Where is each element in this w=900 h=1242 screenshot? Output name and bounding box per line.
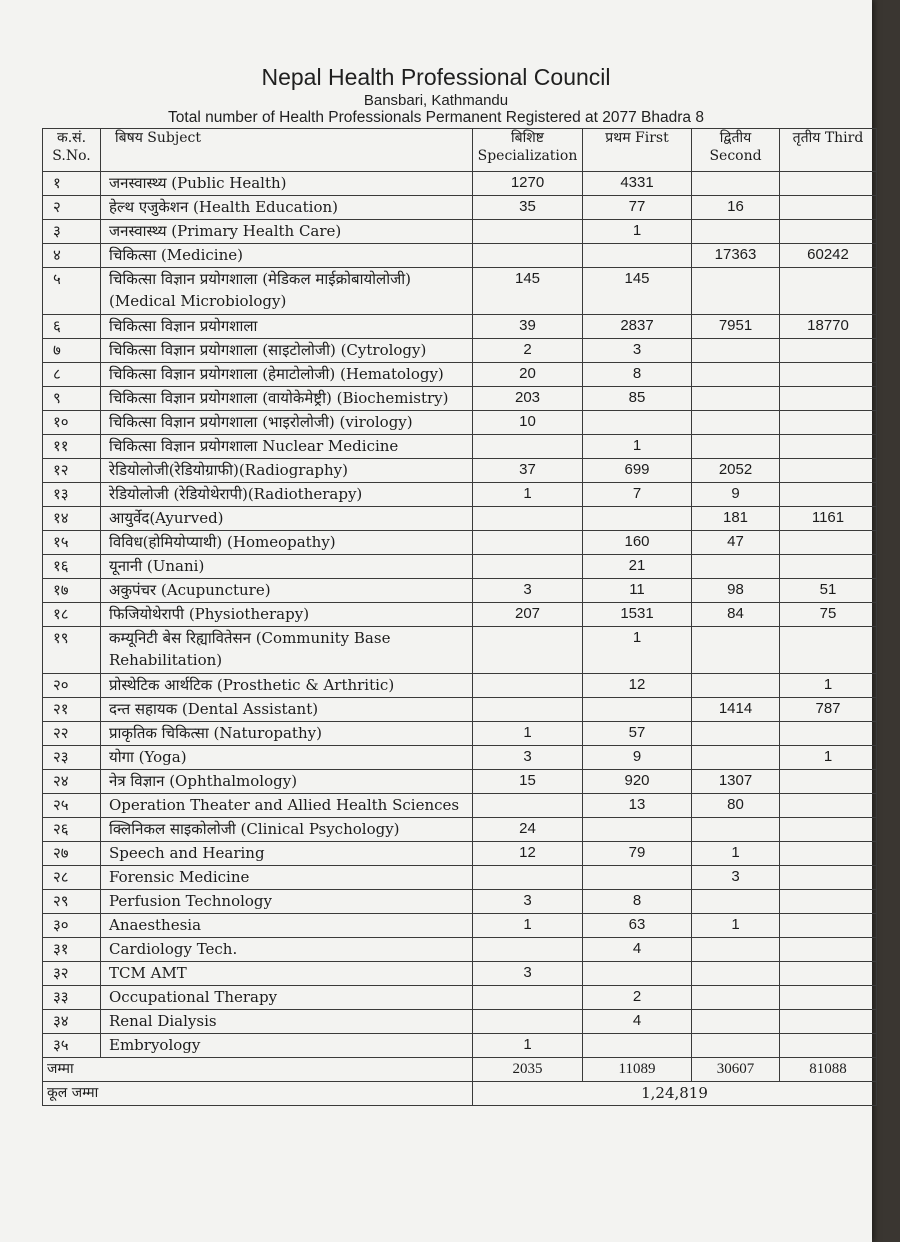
row-third [780,962,877,986]
row-first: 160 [583,531,692,555]
row-specialization [473,938,583,962]
grand-total-value: 1,24,819 [473,1082,877,1106]
row-subject: Cardiology Tech. [101,938,473,962]
table-row [43,722,877,746]
table-row [43,459,877,483]
row-second [692,962,780,986]
table-row [43,363,877,387]
table-row [43,914,877,938]
report-heading: Total number of Health Professionals Permanent Registered at 2077 Bhadra 8 [168,109,704,126]
row-second [692,674,780,698]
row-first: 920 [583,770,692,794]
row-specialization [473,507,583,531]
row-second: 98 [692,579,780,603]
row-sn: १० [43,411,101,435]
row-specialization: 1 [473,483,583,507]
row-second: 9 [692,483,780,507]
row-subject: कम्यूनिटी बेस रिह्यावितेसन (Community Base Rehabilitation) [101,627,473,674]
row-subject: Renal Dialysis [101,1010,473,1034]
total-second: 30607 [692,1058,780,1082]
table-row [43,890,877,914]
row-third: 60242 [780,244,877,268]
row-third: 75 [780,603,877,627]
row-specialization [473,794,583,818]
row-first: 145 [583,268,692,315]
row-specialization: 3 [473,579,583,603]
row-third: 1 [780,746,877,770]
row-third [780,938,877,962]
row-second: 47 [692,531,780,555]
row-second [692,722,780,746]
row-subject: क्लिनिकल साइकोलोजी (Clinical Psychology) [101,818,473,842]
row-subject: दन्त सहायक (Dental Assistant) [101,698,473,722]
row-third [780,794,877,818]
table-body [43,172,877,1058]
table-row [43,507,877,531]
row-third [780,1034,877,1058]
row-sn: २ [43,196,101,220]
table-row [43,531,877,555]
row-sn: २३ [43,746,101,770]
row-subject: हेल्थ एजुकेशन (Health Education) [101,196,473,220]
row-first: 4 [583,1010,692,1034]
row-second [692,268,780,315]
row-first: 1531 [583,603,692,627]
row-second: 84 [692,603,780,627]
row-specialization: 1 [473,914,583,938]
row-specialization [473,698,583,722]
table-row [43,315,877,339]
row-specialization: 203 [473,387,583,411]
table-row [43,962,877,986]
row-third [780,196,877,220]
row-third [780,555,877,579]
row-first: 7 [583,483,692,507]
row-specialization [473,627,583,674]
row-sn: ८ [43,363,101,387]
row-subject: TCM AMT [101,962,473,986]
table-row [43,986,877,1010]
row-subject: चिकित्सा विज्ञान प्रयोगशाला (वायोकेमेष्ट्री) (Biochemistry) [101,387,473,411]
row-first: 79 [583,842,692,866]
row-third [780,842,877,866]
table-row [43,268,877,315]
table-row [43,746,877,770]
row-subject: फिजियोथेरापी (Physiotherapy) [101,603,473,627]
row-first: 57 [583,722,692,746]
row-first: 699 [583,459,692,483]
col-header-second: द्वितीय Second [692,129,780,172]
row-sn: १४ [43,507,101,531]
row-subject: Forensic Medicine [101,866,473,890]
row-first: 12 [583,674,692,698]
row-specialization: 2 [473,339,583,363]
row-sn: १८ [43,603,101,627]
table-header-row [43,129,877,172]
row-sn: १९ [43,627,101,674]
row-subject: Speech and Hearing [101,842,473,866]
row-specialization: 1 [473,722,583,746]
row-specialization: 207 [473,603,583,627]
col-header-third: तृतीय Third [780,129,877,172]
row-third: 1 [780,674,877,698]
row-subject: Operation Theater and Allied Health Sciences [101,794,473,818]
row-second [692,172,780,196]
table-row [43,866,877,890]
row-subject: Anaesthesia [101,914,473,938]
row-second [692,555,780,579]
table-row [43,1010,877,1034]
row-specialization: 145 [473,268,583,315]
row-first: 4331 [583,172,692,196]
row-subject: विविध(होमियोप्याथी) (Homeopathy) [101,531,473,555]
table-row [43,196,877,220]
col-header-specialization: बिशिष्ट Specialization [473,129,583,172]
row-second [692,938,780,962]
row-first [583,866,692,890]
table-row [43,435,877,459]
row-second: 1307 [692,770,780,794]
row-third [780,866,877,890]
col-header-first: प्रथम First [583,129,692,172]
table-row [43,579,877,603]
table-row [43,411,877,435]
row-specialization: 37 [473,459,583,483]
row-specialization: 15 [473,770,583,794]
table-row [43,1034,877,1058]
row-specialization: 35 [473,196,583,220]
row-sn: १७ [43,579,101,603]
row-specialization: 10 [473,411,583,435]
row-sn: ७ [43,339,101,363]
row-second: 1 [692,842,780,866]
row-third: 1161 [780,507,877,531]
row-sn: २७ [43,842,101,866]
row-second [692,387,780,411]
row-third [780,531,877,555]
council-title: Nepal Health Professional Council [261,64,611,90]
row-sn: १३ [43,483,101,507]
total-first: 11089 [583,1058,692,1082]
row-second [692,363,780,387]
table-row [43,794,877,818]
row-second [692,890,780,914]
row-third [780,627,877,674]
row-subject: चिकित्सा विज्ञान प्रयोगशाला (मेडिकल माईक्रोबायोलोजी)(Medical Microbiology) [101,268,473,315]
table-row [43,483,877,507]
row-second: 1 [692,914,780,938]
row-third [780,220,877,244]
row-third [780,435,877,459]
row-third [780,890,877,914]
row-third [780,1010,877,1034]
row-sn: २४ [43,770,101,794]
council-address: Bansbari, Kathmandu [363,92,509,109]
row-second [692,1010,780,1034]
totals-row [43,1058,877,1082]
row-sn: ३२ [43,962,101,986]
total-specialization: 2035 [473,1058,583,1082]
row-subject: Perfusion Technology [101,890,473,914]
table-row [43,842,877,866]
row-subject: प्रोस्थेटिक आर्थटिक (Prosthetic & Arthritic) [101,674,473,698]
grand-total-row [43,1082,877,1106]
registration-table [42,128,877,1106]
row-first [583,244,692,268]
row-sn: २१ [43,698,101,722]
row-subject: Occupational Therapy [101,986,473,1010]
row-specialization: 24 [473,818,583,842]
row-first: 1 [583,220,692,244]
row-second: 3 [692,866,780,890]
row-second: 2052 [692,459,780,483]
row-first [583,698,692,722]
row-sn: ११ [43,435,101,459]
row-second: 17363 [692,244,780,268]
row-second [692,818,780,842]
row-sn: १ [43,172,101,196]
row-sn: १२ [43,459,101,483]
table-row [43,172,877,196]
grand-total-label: कूल जम्मा [43,1082,473,1106]
row-second: 80 [692,794,780,818]
row-subject: अकुपंचर (Acupuncture) [101,579,473,603]
row-third [780,483,877,507]
row-third [780,818,877,842]
row-subject: रेडियोलोजी(रेडियोग्राफी)(Radiography) [101,459,473,483]
table-row [43,220,877,244]
table-row [43,387,877,411]
row-first [583,818,692,842]
row-subject: जनस्वास्थ्य (Primary Health Care) [101,220,473,244]
row-specialization: 12 [473,842,583,866]
row-first: 63 [583,914,692,938]
row-subject: चिकित्सा (Medicine) [101,244,473,268]
col-header-subject: बिषय Subject [101,129,473,172]
row-sn: ३३ [43,986,101,1010]
row-subject: Embryology [101,1034,473,1058]
row-third: 18770 [780,315,877,339]
table-row [43,555,877,579]
row-specialization [473,1010,583,1034]
row-specialization: 1270 [473,172,583,196]
row-first: 11 [583,579,692,603]
col-header-sn: क.सं. S.No. [43,129,101,172]
table-row [43,698,877,722]
row-second: 1414 [692,698,780,722]
row-specialization: 39 [473,315,583,339]
row-sn: ६ [43,315,101,339]
row-subject: चिकित्सा विज्ञान प्रयोगशाला (हेमाटोलोजी) (Hematology) [101,363,473,387]
row-specialization [473,435,583,459]
row-sn: ९ [43,387,101,411]
row-sn: २० [43,674,101,698]
row-second [692,411,780,435]
row-specialization: 1 [473,1034,583,1058]
row-specialization [473,674,583,698]
row-specialization: 3 [473,962,583,986]
row-third [780,339,877,363]
row-specialization: 3 [473,890,583,914]
table-row [43,938,877,962]
row-sn: २८ [43,866,101,890]
row-sn: ४ [43,244,101,268]
row-first: 8 [583,890,692,914]
row-third: 787 [780,698,877,722]
row-first: 13 [583,794,692,818]
row-subject: चिकित्सा विज्ञान प्रयोगशाला [101,315,473,339]
row-second [692,627,780,674]
row-third [780,459,877,483]
row-subject: रेडियोलोजी (रेडियोथेरापी)(Radiotherapy) [101,483,473,507]
row-first: 2 [583,986,692,1010]
row-subject: नेत्र विज्ञान (Ophthalmology) [101,770,473,794]
row-sn: ३४ [43,1010,101,1034]
row-second [692,986,780,1010]
row-sn: २६ [43,818,101,842]
row-sn: २९ [43,890,101,914]
table-row [43,339,877,363]
row-first: 3 [583,339,692,363]
row-specialization: 20 [473,363,583,387]
row-specialization: 3 [473,746,583,770]
row-third [780,770,877,794]
row-second: 16 [692,196,780,220]
row-second [692,220,780,244]
row-sn: ५ [43,268,101,315]
table-row [43,244,877,268]
table-row [43,603,877,627]
row-first [583,411,692,435]
row-specialization [473,531,583,555]
row-sn: ३० [43,914,101,938]
row-second [692,435,780,459]
row-second [692,1034,780,1058]
row-first: 8 [583,363,692,387]
row-third [780,986,877,1010]
row-first [583,1034,692,1058]
row-specialization [473,220,583,244]
row-sn: ३५ [43,1034,101,1058]
totals-label: जम्मा [43,1058,473,1082]
total-third: 81088 [780,1058,877,1082]
row-first: 4 [583,938,692,962]
row-third [780,411,877,435]
row-third [780,363,877,387]
row-subject: यूनानी (Unani) [101,555,473,579]
row-first: 85 [583,387,692,411]
row-specialization [473,986,583,1010]
row-subject: चिकित्सा विज्ञान प्रयोगशाला Nuclear Medicine [101,435,473,459]
row-second [692,339,780,363]
row-sn: २५ [43,794,101,818]
row-third [780,914,877,938]
row-subject: प्राकृतिक चिकित्सा (Naturopathy) [101,722,473,746]
row-specialization [473,866,583,890]
row-sn: ३ [43,220,101,244]
row-first: 21 [583,555,692,579]
row-subject: चिकित्सा विज्ञान प्रयोगशाला (भाइरोलोजी) (virology) [101,411,473,435]
table-row [43,818,877,842]
row-third [780,722,877,746]
row-specialization [473,555,583,579]
table-row [43,627,877,674]
row-third [780,387,877,411]
row-first: 1 [583,435,692,459]
row-sn: १६ [43,555,101,579]
row-second: 7951 [692,315,780,339]
row-first [583,507,692,531]
row-first: 2837 [583,315,692,339]
row-subject: चिकित्सा विज्ञान प्रयोगशाला (साइटोलोजी) (Cytrology) [101,339,473,363]
row-third: 51 [780,579,877,603]
row-third [780,172,877,196]
row-specialization [473,244,583,268]
row-first: 77 [583,196,692,220]
table-row [43,674,877,698]
row-third [780,268,877,315]
row-subject: आयुर्वेद(Ayurved) [101,507,473,531]
row-sn: १५ [43,531,101,555]
row-sn: २२ [43,722,101,746]
table-row [43,770,877,794]
row-sn: ३१ [43,938,101,962]
row-second [692,746,780,770]
row-subject: योगा (Yoga) [101,746,473,770]
row-second: 181 [692,507,780,531]
row-first [583,962,692,986]
row-first: 9 [583,746,692,770]
row-first: 1 [583,627,692,674]
row-subject: जनस्वास्थ्य (Public Health) [101,172,473,196]
